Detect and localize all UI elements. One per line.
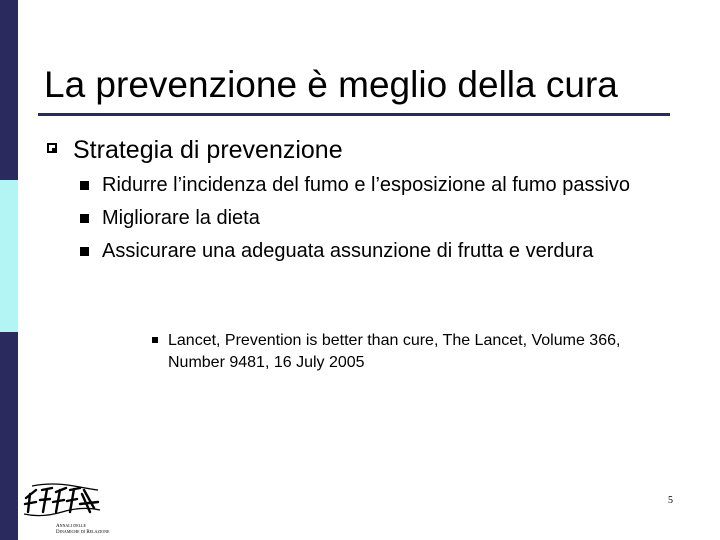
page-number: 5 [668,495,673,506]
filled-square-bullet-icon [80,214,89,223]
sub-bullet-text: Ridurre l’incidenza del fumo e l’esposizione al fumo passivo [102,174,631,196]
side-accent-bottom [0,332,18,540]
logo-caption: Annali delle Dinamiche di Relazione [56,524,110,535]
small-square-bullet-icon [152,337,158,343]
side-accent-middle [0,180,18,332]
reference-text: Lancet, Prevention is better than cure, The Lancet, Volume 366, Number 9481, 16 July 2005 [168,332,621,371]
side-accent-top [0,0,18,180]
sub-bullet-item [80,238,680,264]
sub-bullet-text: Migliorare la dieta [102,207,260,229]
sub-bullet-text: Assicurare una adeguata assunzione di frutta e verdura [102,240,594,262]
sub-bullet-list [80,172,680,271]
slide-title: La prevenzione è meglio della cura [44,64,618,105]
sub-bullet-item [80,205,680,231]
hollow-square-bullet-icon [47,143,57,153]
filled-square-bullet-icon [80,181,89,190]
reference-citation [148,330,668,374]
main-bullet-text: Strategia di prevenzione [73,136,343,164]
filled-square-bullet-icon [80,247,89,256]
title-underline [38,113,670,116]
sub-bullet-item [80,172,680,198]
